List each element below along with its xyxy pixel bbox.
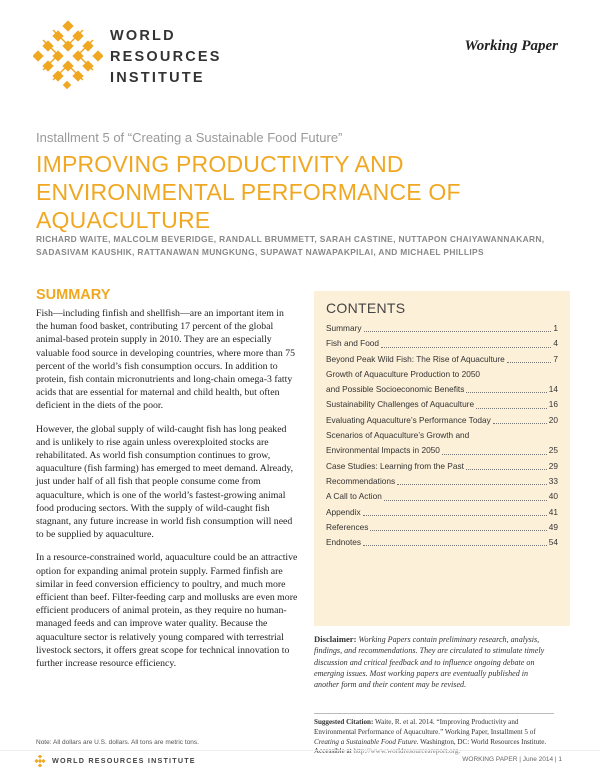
toc-item[interactable]: Recommendations 33 [326,475,558,486]
toc-item[interactable]: Sustainability Challenges of Aquaculture 16 [326,399,558,410]
toc-item[interactable]: Case Studies: Learning from the Past 29 [326,460,558,471]
suggested-citation [314,718,554,757]
disclaimer-lead: Disclaimer: [314,634,357,644]
toc-item[interactable]: Appendix 41 [326,506,558,517]
toc-item[interactable]: References 49 [326,521,558,532]
citation-italic: Creating a Sustainable Food Future. [314,737,419,746]
org-name-line3: INSTITUTE [110,70,205,86]
summary-paragraph-3: In a resource-constrained world, aquaculture could be an attractive option for expanding animal protein supply. Farmed finfish are similar in feed conversion efficiency to poultry, and much more efficient than beef. Filter-feeding carp and mollusks are even more efficient producers of animal protein, as they require no human-managed feeds and can improve water quality. Because the aquaculture sector is relatively young compared with terrestrial livestock sectors, it offers great scope for technical innovation to further increase resource efficiency. [36,552,298,670]
toc-item[interactable]: Evaluating Aquaculture’s Performance Today 20 [326,414,558,425]
disclaimer-text: Working Papers contain preliminary research, analysis, findings, and recommendations. They are circulated to stimulate timely discussion and critical feedback and to influence ongoing debate on emerging issues. Most working papers are eventually published in another form and their content may be revised. [314,635,545,690]
toc-item[interactable]: Scenarios of Aquaculture’s Growth and Environmental Impacts in 2050 25 [326,430,558,456]
paper-title: IMPROVING PRODUCTIVITY AND ENVIRONMENTAL PERFORMANCE OF AQUACULTURE [36,151,461,233]
wri-footer-logo-icon [34,755,46,767]
toc-item[interactable]: A Call to Action 40 [326,491,558,502]
toc-item[interactable]: Summary 1 [326,323,558,333]
citation-text-2: Washington, DC: World Resources Institute. Accessible at [314,737,547,756]
org-name-line1: WORLD [110,28,176,44]
summary-paragraph-1: Fish—including finfish and shellfish—are an important item in the human food basket, contributing 17 percent of the global animal-based protein supply in 2010. They are an especially valuable food source in developing countries, where more than 75 percent of the world’s fish consumption occurs. In addition to protein, fish contain micronutrients and long-chain omega-3 fatty acids that are essential for maternal and child health, but often deficient in the diets of the poor. [36,308,295,412]
units-note: Note: All dollars are U.S. dollars. All tons are metric tons. [36,739,199,746]
toc-item[interactable]: Beyond Peak Wild Fish: The Rise of Aquaculture 7 [326,353,558,364]
disclaimer [314,634,554,690]
org-name-line2: RESOURCES [110,49,222,65]
working-paper-label: Working Paper [464,38,558,54]
toc-item[interactable]: Growth of Aquaculture Production to 2050 and Possible Socioeconomic Benefits 14 [326,368,558,395]
citation-lead: Suggested Citation: [314,718,374,726]
toc-list [326,321,558,550]
author-list: RICHARD WAITE, MALCOLM BEVERIDGE, RANDALL BRUMMETT, SARAH CASTINE, NUTTAPON CHAIYAWANNAKARN, SADASIVAM KAUSHIK, RATTANAWAN MUNGKUNG, SUPAWAT NAWAPAKPILAI, AND MICHAEL PHILLIPS [36,234,545,257]
footer-page-info: WORKING PAPER | June 2014 | 1 [462,756,562,763]
citation-text-1: Waite, R. et al. 2014. “Improving Productivity and Environmental Performance of Aquaculture.” Working Paper, Installment 5 of [314,718,536,736]
toc-item[interactable]: Fish and Food 4 [326,338,558,349]
footer-rule [0,750,600,751]
summary-heading: SUMMARY [36,287,111,303]
wri-logo-icon [33,20,103,90]
footer-org-name: WORLD RESOURCES INSTITUTE [52,756,196,765]
contents-heading: CONTENTS [326,300,406,316]
divider [314,713,554,714]
summary-paragraph-2: However, the global supply of wild-caught fish has long peaked and is unlikely to rise again unless overexploited stocks are rehabilitated. As world fish consumption continues to grow, aquaculture (fish farming) has emerged to meet demand. Already, just under half of all fish that people consume come from aquaculture, which is one of the world’s fastest-growing animal food producing sectors. With the supply of wild-caught fish stagnant, any future increase in world fish consumption will need to be supplied by aquaculture. [36,423,294,541]
citation-link[interactable]: http://www.worldresourcesreport.org. [353,747,461,756]
contents-box [314,291,570,626]
installment-subtitle: Installment 5 of “Creating a Sustainable Food Future” [36,130,343,145]
org-name [110,26,222,89]
summary-body [36,307,298,680]
toc-item[interactable]: Endnotes 54 [326,537,558,548]
